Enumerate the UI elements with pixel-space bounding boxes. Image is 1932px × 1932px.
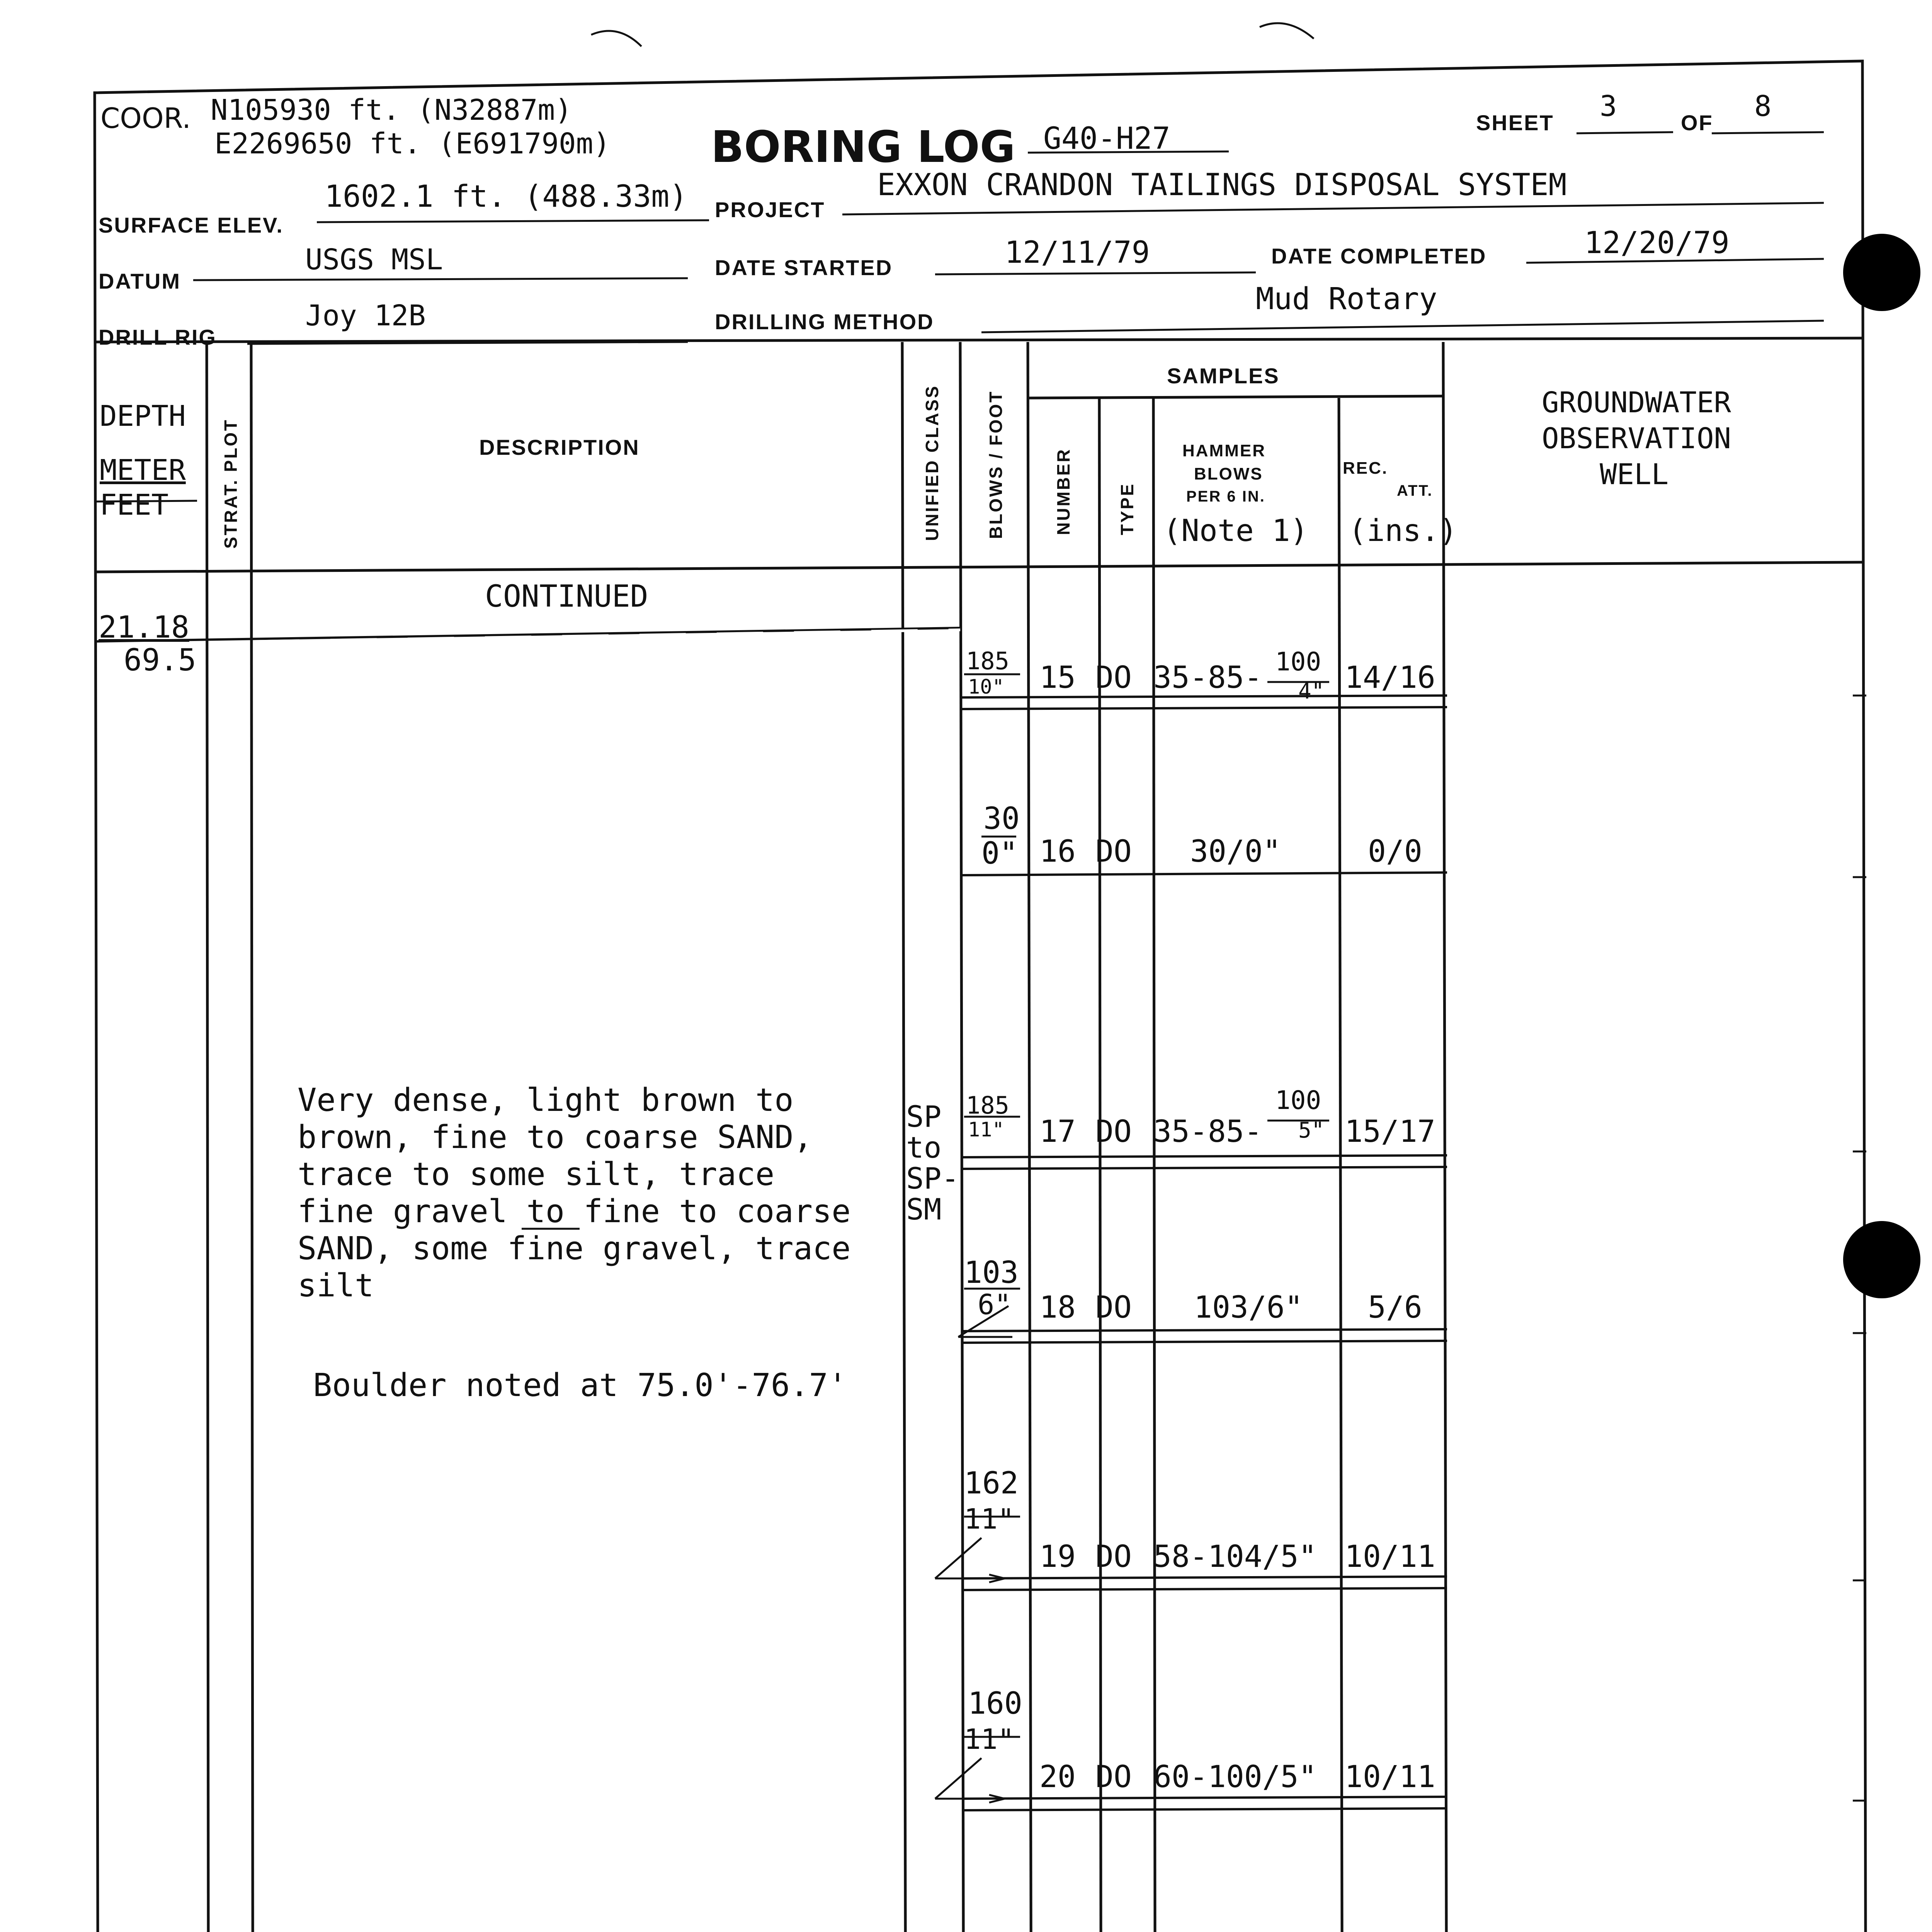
col-number: NUMBER	[1053, 448, 1073, 535]
datum-value: USGS MSL	[305, 243, 443, 276]
sample-blows-den: 11"	[964, 1723, 1015, 1755]
unified-class-value: SP to SP- SM	[906, 1099, 959, 1226]
coor-north: N105930 ft. (N32887m)	[211, 94, 572, 127]
date-started-value: 12/11/79	[1005, 235, 1150, 270]
sample-blows-num: 160	[968, 1686, 1022, 1721]
soil-description: Very dense, light brown to brown, fine to coarse SAND, trace to some silt, trace fine gravel to fine to coarse SAND, some fine gravel, trace silt	[298, 1082, 851, 1304]
date-completed-label: DATE COMPLETED	[1271, 244, 1487, 268]
col-strat-plot: STRAT. PLOT	[221, 418, 241, 549]
sample-blows-num: 162	[964, 1466, 1019, 1501]
sample-number: 17	[1039, 1114, 1076, 1149]
sample-hammer: 58-104/5"	[1153, 1539, 1317, 1574]
col-gw-1: GROUNDWATER	[1542, 386, 1731, 419]
col-hammer-1: HAMMER	[1182, 441, 1266, 460]
col-hammer-note: (Note 1)	[1163, 514, 1308, 548]
drill-rig-value: Joy 12B	[305, 299, 426, 332]
drill-rig-label: DRILL RIG	[99, 325, 217, 349]
sample-number: 20	[1039, 1760, 1076, 1794]
sample-blows-den: 6"	[978, 1288, 1011, 1321]
sample-recovery: 14/16	[1345, 660, 1435, 695]
col-gw-3: WELL	[1600, 458, 1669, 491]
coor-east: E2269650 ft. (E691790m)	[214, 127, 611, 160]
col-rec-units: (ins.)	[1349, 514, 1458, 548]
sample-blows-num: 185	[966, 647, 1009, 675]
col-samples: SAMPLES	[1167, 364, 1280, 388]
sheet-total: 8	[1754, 90, 1772, 123]
surface-elev-label: SURFACE ELEV.	[99, 213, 284, 237]
sample-type: DO	[1095, 660, 1132, 695]
col-hammer-2: BLOWS	[1194, 464, 1263, 483]
col-type: TYPE	[1117, 482, 1137, 535]
col-gw-2: OBSERVATION	[1542, 422, 1731, 455]
col-depth: DEPTH	[100, 400, 186, 433]
sample-number: 15	[1039, 660, 1076, 695]
sample-hammer-frac-den: 5"	[1298, 1118, 1325, 1143]
sample-blows-num: 103	[964, 1255, 1019, 1290]
sample-blows-num: 30	[983, 801, 1020, 836]
boulder-note: Boulder noted at 75.0'-76.7'	[313, 1367, 847, 1404]
col-rec: REC.	[1343, 459, 1388, 478]
date-completed-value: 12/20/79	[1584, 226, 1730, 260]
sample-type: DO	[1095, 834, 1132, 869]
sample-number: 16	[1039, 834, 1076, 869]
of-label: OF	[1681, 111, 1713, 135]
sample-blows-den: 10"	[968, 675, 1004, 699]
sample-type: DO	[1095, 1760, 1132, 1794]
sample-type: DO	[1095, 1539, 1132, 1574]
sample-blows-den: 11"	[968, 1118, 1004, 1141]
sample-recovery: 5/6	[1368, 1290, 1422, 1325]
sample-hammer: 35-85-	[1153, 660, 1262, 695]
sample-recovery: 10/11	[1345, 1539, 1435, 1574]
drilling-method-value: Mud Rotary	[1256, 282, 1437, 316]
sheet-number: 3	[1600, 90, 1617, 123]
col-att: ATT.	[1397, 482, 1433, 499]
surface-elev-value: 1602.1 ft. (488.33m)	[325, 179, 688, 214]
col-hammer-3: PER 6 IN.	[1186, 488, 1265, 505]
sample-recovery: 0/0	[1368, 834, 1422, 869]
sample-hammer: 60-100/5"	[1153, 1760, 1317, 1794]
col-meter: METER	[100, 454, 186, 487]
sample-hammer: 30/0"	[1190, 834, 1281, 869]
project-name: EXXON CRANDON TAILINGS DISPOSAL SYSTEM	[877, 168, 1567, 202]
col-feet: FEET	[100, 488, 169, 522]
binder-hole-top	[1843, 234, 1920, 311]
sample-hammer-frac-num: 100	[1275, 1085, 1321, 1115]
sample-blows-den: 11"	[964, 1503, 1015, 1535]
col-description: DESCRIPTION	[479, 435, 640, 459]
boring-id: G40-H27	[1043, 121, 1170, 156]
project-label: PROJECT	[715, 197, 825, 222]
sample-hammer-frac-num: 100	[1275, 647, 1321, 677]
date-started-label: DATE STARTED	[715, 255, 893, 280]
sample-blows-den: 0"	[981, 836, 1018, 871]
col-blows-foot: BLOWS / FOOT	[986, 390, 1006, 539]
sample-recovery: 15/17	[1345, 1114, 1435, 1149]
coor-label: COOR.	[100, 102, 191, 134]
sample-recovery: 10/11	[1345, 1760, 1435, 1794]
sheet-label: SHEET	[1476, 111, 1554, 135]
top-depth-feet: 69.5	[124, 643, 196, 678]
sample-number: 18	[1039, 1290, 1076, 1325]
sample-type: DO	[1095, 1114, 1132, 1149]
boring-log-title: BORING LOG	[711, 122, 1015, 172]
binder-hole-middle	[1843, 1221, 1920, 1298]
sample-type: DO	[1095, 1290, 1132, 1325]
col-unified-class: UNIFIED CLASS	[922, 384, 942, 541]
sample-blows-num: 185	[966, 1091, 1009, 1119]
sample-hammer-frac-den: 4"	[1298, 679, 1325, 704]
continued-top: CONTINUED	[485, 579, 648, 614]
top-depth-meter: 21.18	[99, 610, 189, 645]
sample-hammer: 35-85-	[1153, 1114, 1262, 1149]
datum-label: DATUM	[99, 269, 181, 293]
sample-number: 19	[1039, 1539, 1076, 1574]
drilling-method-label: DRILLING METHOD	[715, 310, 934, 334]
sample-hammer: 103/6"	[1194, 1290, 1303, 1325]
